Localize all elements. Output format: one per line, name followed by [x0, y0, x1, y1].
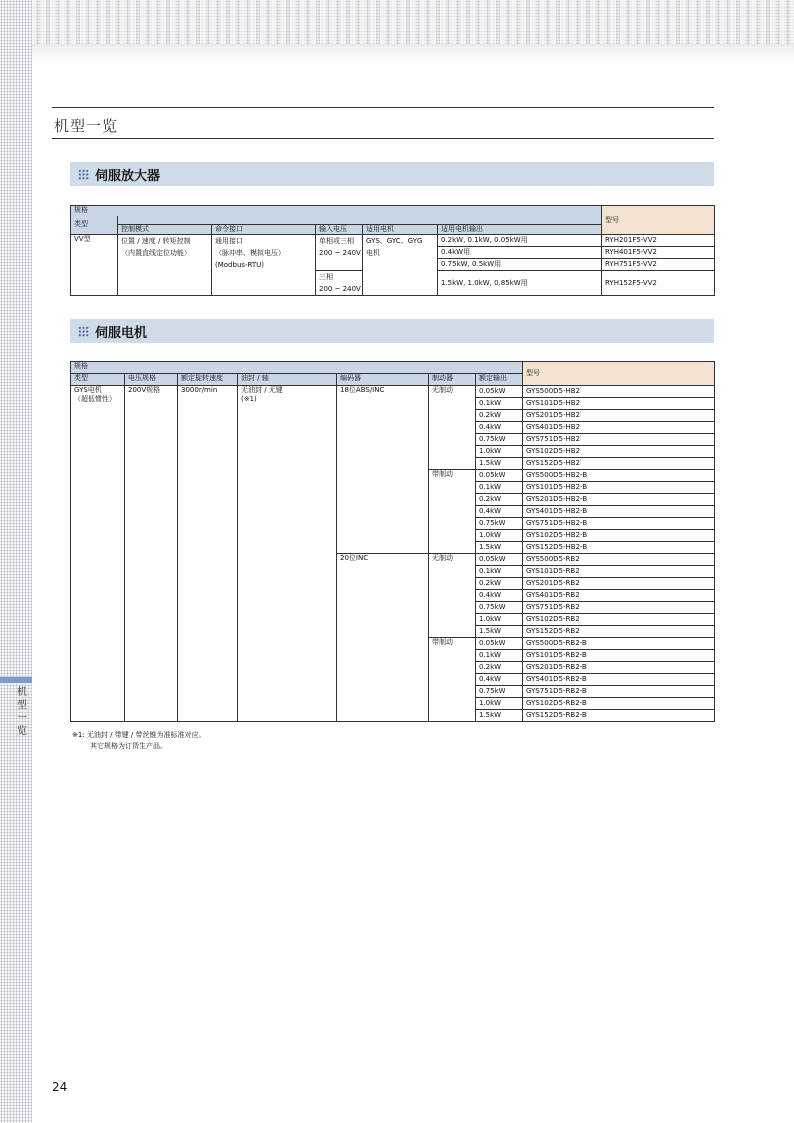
motor-output: 0.4kW [476, 674, 523, 686]
amp-header-command: 命令接口 [212, 225, 316, 235]
motor-output: 0.75kW [476, 434, 523, 446]
motor-type: GYS电机 （超低惯性） [71, 386, 125, 722]
motor-header-speed: 额定旋转速度 [178, 374, 238, 386]
grid-dots-icon [78, 169, 89, 180]
amp-header-voltage: 输入电压 [316, 225, 363, 235]
motor-table [70, 361, 715, 722]
motor-header-voltage: 电压规格 [125, 374, 178, 386]
motor-speed: 3000r/min [178, 386, 238, 722]
motor-output: 0.05kW [476, 386, 523, 398]
motor-model: GYS751D5-HB2 [523, 434, 715, 446]
section-title-motor: 伺服电机 [95, 325, 148, 341]
amp-model-header: 型号 [602, 206, 715, 235]
amp-output: 0.75kW, 0.5kW用 [438, 259, 602, 271]
motor-model: GYS101D5-RB2-B [523, 650, 715, 662]
motor-model: GYS152D5-RB2 [523, 626, 715, 638]
side-tab-label: 机型一览 [17, 687, 27, 737]
side-tab-bar [0, 677, 32, 683]
motor-output: 0.1kW [476, 650, 523, 662]
motor-model: GYS101D5-HB2 [523, 398, 715, 410]
motor-model: GYS401D5-RB2-B [523, 674, 715, 686]
motor-output: 0.05kW [476, 554, 523, 566]
amp-header-output: 适用电机输出 [438, 225, 602, 235]
motor-output: 0.1kW [476, 566, 523, 578]
section-title-amplifier: 伺服放大器 [95, 168, 161, 184]
section-amplifier [70, 162, 714, 186]
motor-model: GYS152D5-RB2-B [523, 710, 715, 722]
motor-output: 0.1kW [476, 398, 523, 410]
motor-model: GYS401D5-HB2 [523, 422, 715, 434]
amp-motor: GYS、GYC、GYG 电机 [363, 235, 438, 296]
amp-voltage-three: 三相 200 ~ 240V [316, 271, 363, 296]
motor-output: 1.5kW [476, 710, 523, 722]
motor-model: GYS201D5-HB2 [523, 410, 715, 422]
motor-header-output: 额定输出 [476, 374, 523, 386]
amp-model: RYH751F5-VV2 [602, 259, 715, 271]
amp-command-interface: 通用接口 （脉冲串、模拟电压） (Modbus-RTU) [212, 235, 316, 296]
motor-brake: 带制动 [429, 470, 476, 554]
motor-spec-label: 规格 [71, 362, 523, 374]
motor-header-type: 类型 [71, 374, 125, 386]
grid-dots-icon [78, 326, 89, 337]
motor-model: GYS500D5-HB2 [523, 386, 715, 398]
motor-model: GYS152D5-HB2 [523, 458, 715, 470]
motor-output: 0.05kW [476, 638, 523, 650]
motor-output: 0.2kW [476, 662, 523, 674]
header-band [0, 0, 794, 62]
motor-output: 0.75kW [476, 602, 523, 614]
motor-output: 0.75kW [476, 686, 523, 698]
motor-output: 1.0kW [476, 614, 523, 626]
motor-output: 1.0kW [476, 698, 523, 710]
motor-model: GYS500D5-RB2-B [523, 638, 715, 650]
header-fade [0, 44, 794, 62]
motor-model: GYS102D5-HB2 [523, 446, 715, 458]
amp-model: RYH152F5-VV2 [602, 271, 715, 296]
section-motor [70, 319, 714, 343]
motor-output: 0.1kW [476, 482, 523, 494]
motor-model: GYS500D5-RB2 [523, 554, 715, 566]
amp-control-mode: 位置 / 速度 / 转矩控制 （内置直线定位功能） [118, 235, 212, 296]
motor-output: 0.4kW [476, 590, 523, 602]
motor-header-brake: 制动器 [429, 374, 476, 386]
motor-output: 0.4kW [476, 422, 523, 434]
motor-output: 0.2kW [476, 578, 523, 590]
motor-output: 1.5kW [476, 542, 523, 554]
amp-header-control-mode: 控制模式 [118, 225, 212, 235]
motor-model: GYS201D5-HB2-B [523, 494, 715, 506]
title-rule-bottom [52, 138, 714, 139]
amp-output: 0.4kW用 [438, 247, 602, 259]
motor-encoder: 18位ABS/INC [337, 386, 429, 554]
motor-header-seal: 油封 / 轴 [238, 374, 337, 386]
motor-model: GYS201D5-RB2 [523, 578, 715, 590]
motor-output: 0.4kW [476, 506, 523, 518]
amp-spec-label: 规格 [71, 206, 602, 216]
motor-model: GYS102D5-RB2 [523, 614, 715, 626]
amp-output: 1.5kW, 1.0kW, 0.85kW用 [438, 271, 602, 296]
footnote-1: ※1: 无油封 / 带键 / 带丝锥为准标准对应。 [72, 731, 206, 739]
motor-output: 1.0kW [476, 446, 523, 458]
motor-brake: 无制动 [429, 386, 476, 470]
motor-output: 1.5kW [476, 626, 523, 638]
motor-model: GYS751D5-HB2-B [523, 518, 715, 530]
motor-output: 0.2kW [476, 494, 523, 506]
footnotes [72, 730, 206, 752]
motor-voltage: 200V规格 [125, 386, 178, 722]
motor-header-encoder: 编码器 [337, 374, 429, 386]
motor-seal: 无油封 / 无键 (※1) [238, 386, 337, 722]
motor-model: GYS751D5-RB2 [523, 602, 715, 614]
motor-output: 1.5kW [476, 458, 523, 470]
motor-model: GYS102D5-RB2-B [523, 698, 715, 710]
motor-model: GYS152D5-HB2-B [523, 542, 715, 554]
motor-model-header: 型号 [523, 362, 715, 386]
motor-model: GYS401D5-HB2-B [523, 506, 715, 518]
amp-model: RYH201F5-VV2 [602, 235, 715, 247]
motor-output: 1.0kW [476, 530, 523, 542]
footnote-2: 其它规格为订货生产品。 [90, 742, 167, 750]
motor-output: 0.75kW [476, 518, 523, 530]
amplifier-table [70, 205, 715, 296]
motor-model: GYS500D5-HB2-B [523, 470, 715, 482]
motor-encoder: 20位INC [337, 554, 429, 722]
amp-model: RYH401F5-VV2 [602, 247, 715, 259]
motor-model: GYS751D5-RB2-B [523, 686, 715, 698]
motor-model: GYS201D5-RB2-B [523, 662, 715, 674]
motor-model: GYS401D5-RB2 [523, 590, 715, 602]
table-row [71, 386, 715, 398]
motor-output: 0.2kW [476, 410, 523, 422]
amp-header-spacer [118, 216, 602, 225]
amp-output: 0.2kW, 0.1kW, 0.05kW用 [438, 235, 602, 247]
motor-output: 0.05kW [476, 470, 523, 482]
title-rule-top [52, 107, 714, 108]
amp-header-motor: 适用电机 [363, 225, 438, 235]
amp-type: VV型 [71, 235, 118, 296]
motor-model: GYS102D5-HB2-B [523, 530, 715, 542]
motor-brake: 无制动 [429, 554, 476, 638]
page-title: 机型一览 [54, 117, 119, 135]
amp-voltage-single: 单相或三相 200 ~ 240V [316, 235, 363, 271]
motor-brake: 带制动 [429, 638, 476, 722]
motor-model: GYS101D5-HB2-B [523, 482, 715, 494]
page-number: 24 [52, 1080, 68, 1094]
amp-type-header: 类型 [71, 216, 118, 235]
motor-model: GYS101D5-RB2 [523, 566, 715, 578]
left-strip [0, 0, 32, 1123]
